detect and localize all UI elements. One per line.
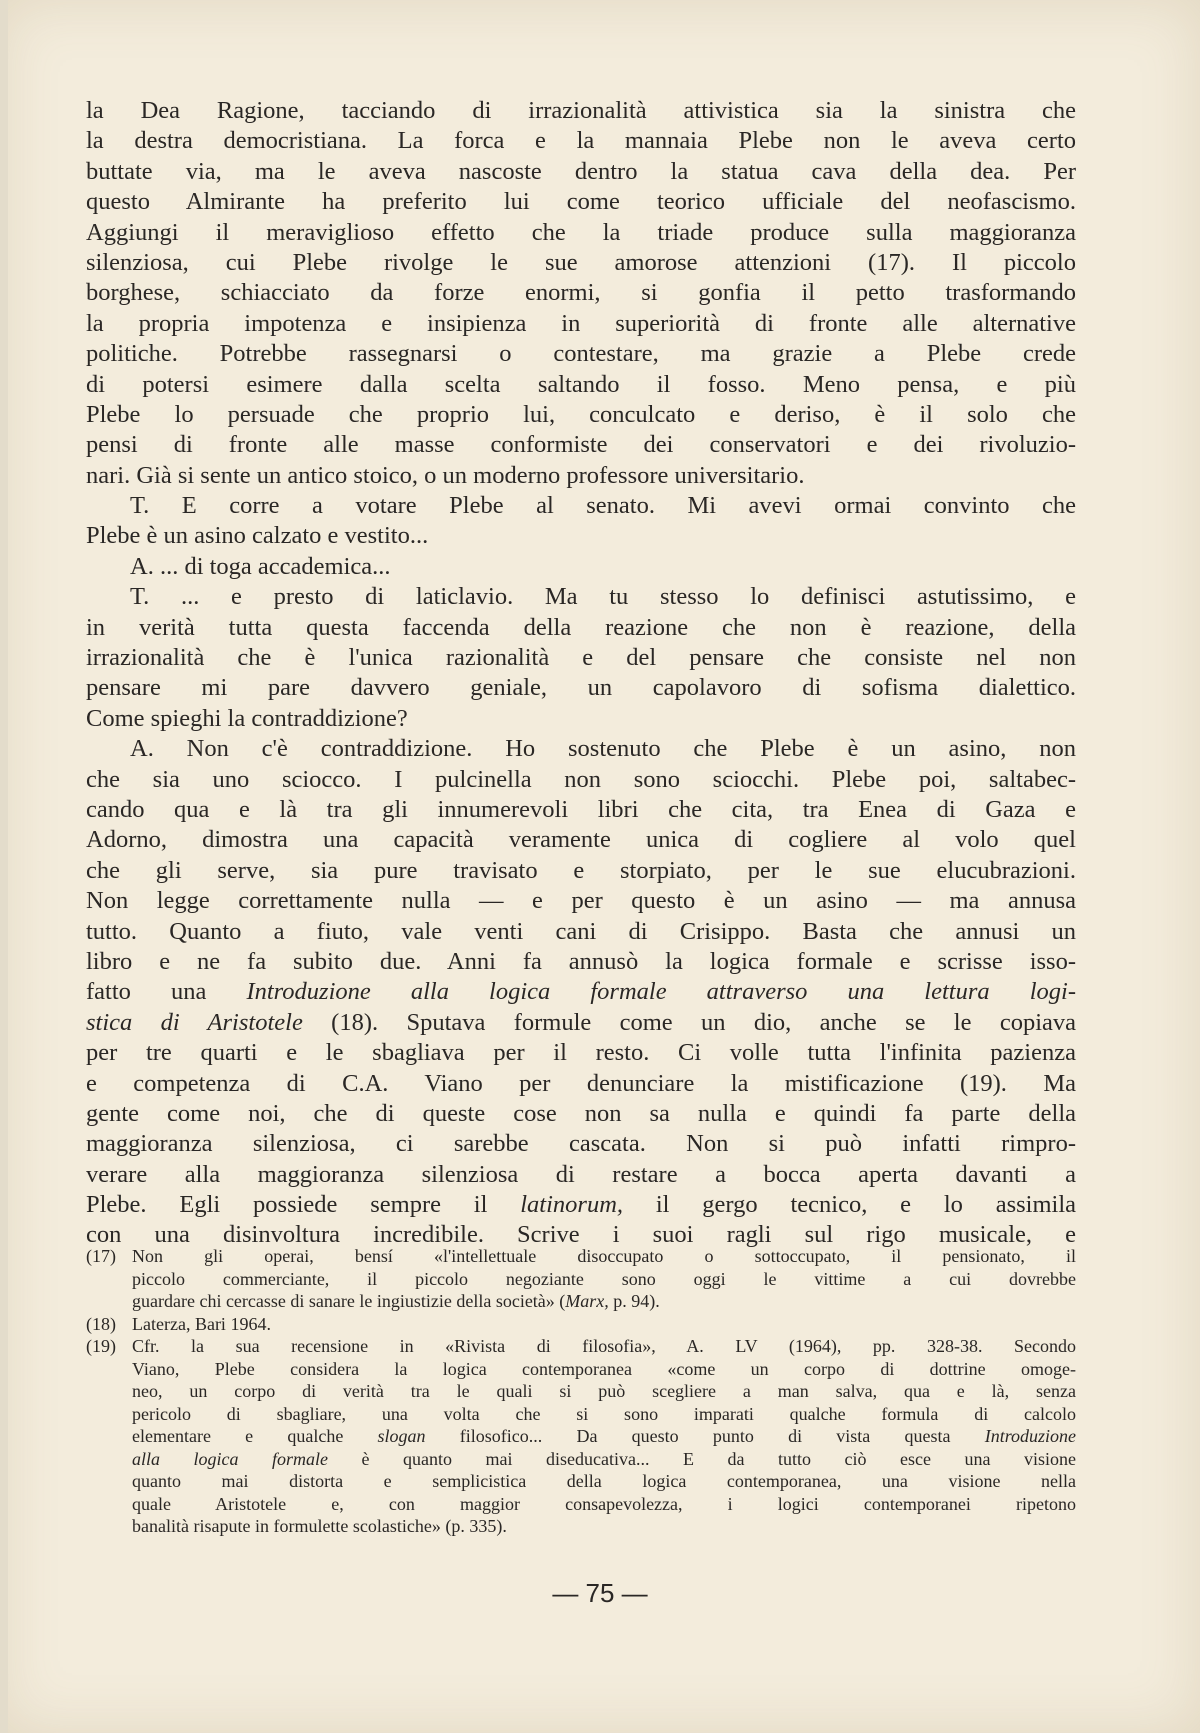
text-line: la Dea Ragione, tacciando di irrazionalità attivistica sia la sinistra che bbox=[86, 97, 1076, 124]
text-line: Adorno, dimostra una capacità veramente unica di cogliere al volo quel bbox=[86, 826, 1076, 854]
footnote-line: piccolo commerciante, il piccolo negoziante sono oggi le vittime a cui dovrebbe bbox=[132, 1268, 1076, 1289]
page-number: — 75 — bbox=[552, 1578, 648, 1608]
text-line bbox=[86, 1008, 1076, 1038]
text-line: in verità tutta questa faccenda della reazione che non è reazione, della bbox=[86, 613, 1076, 641]
footnote-line: Laterza, Bari 1964. bbox=[132, 1313, 271, 1334]
book-title: Introduzione alla logica formale attraverso una lettura logi- bbox=[246, 978, 1076, 1006]
text-line: che gli serve, sia pure travisato e storpiato, per le sue elucubrazioni. bbox=[86, 856, 1076, 884]
text-line: borghese, schiacciato da forze enormi, si gonfia il petto trasformando bbox=[86, 279, 1076, 307]
footnote-line: quale Aristotele e, con maggior consapevolezza, i logici contemporanei ripetono bbox=[132, 1493, 1076, 1514]
footnote-line bbox=[132, 1290, 1076, 1313]
text-fragment: il gergo tecnico, e lo assimila bbox=[655, 1191, 1077, 1219]
italic-term: slogan bbox=[377, 1426, 426, 1446]
text-line: silenziosa, cui Plebe rivolge le sue amorose attenzioni (17). Il piccolo bbox=[86, 248, 1076, 276]
text-line: cando qua e là tra gli innumerevoli libri che cita, tra Enea di Gaza e bbox=[86, 795, 1076, 823]
text-line bbox=[86, 977, 1076, 1007]
text-line: verare alla maggioranza silenziosa di restare a bocca aperta davanti a bbox=[86, 1160, 1076, 1188]
footnotes bbox=[86, 1245, 1076, 1538]
footnote-line: pericolo di sbagliare, una volta che si sono imparati qualche formula di calcolo bbox=[132, 1403, 1076, 1424]
book-title: alla logica formale bbox=[132, 1448, 329, 1469]
book-title: stica di Aristotele bbox=[86, 1008, 303, 1036]
footnote-number: (18) bbox=[86, 1313, 116, 1334]
text-line: pensare mi pare davvero geniale, un capolavoro di sofisma dialettico. bbox=[86, 674, 1076, 702]
footnote-line: neo, un corpo di verità tra le quali si può scegliere a man salva, qua e là, senza bbox=[132, 1381, 1076, 1401]
footnote-19 bbox=[86, 1335, 1076, 1538]
text-line: T. E corre a votare Plebe al senato. Mi avevi ormai convinto che bbox=[130, 492, 1076, 520]
text-fragment: fatto una bbox=[86, 978, 207, 1006]
text-line: buttate via, ma le aveva nascoste dentro la statua cava della dea. Per bbox=[86, 157, 1076, 185]
footnote-line: quanto mai distorta e semplicistica della logica contemporanea, una visione nella bbox=[132, 1471, 1076, 1491]
text-line: tutto. Quanto a fiuto, vale venti cani di Crisippo. Basta che annusi un bbox=[86, 917, 1076, 945]
text-line: Plebe è un asino calzato e vestito... bbox=[86, 522, 429, 550]
text-line: nari. Già si sente un antico stoico, o un moderno professore universitario. bbox=[86, 461, 805, 489]
footnote-line: Viano, Plebe considera la logica contemporanea «come un corpo di dottrine omoge- bbox=[132, 1358, 1076, 1379]
book-title: Marx, bbox=[565, 1291, 609, 1311]
text-line: irrazionalità che è l'unica razionalità e del pensare che consiste nel non bbox=[86, 644, 1076, 672]
text-fragment: guardare chi cercasse di sanare le ingiustizie della società» ( bbox=[132, 1291, 566, 1311]
footnote-line bbox=[132, 1448, 1076, 1471]
footnote-number: (19) bbox=[86, 1336, 116, 1356]
footnote-line: banalità risapute in formulette scolastiche» (p. 335). bbox=[132, 1516, 507, 1536]
page-edge bbox=[0, 0, 8, 1733]
footnote-line bbox=[132, 1425, 1076, 1448]
text-line: maggioranza silenziosa, ci sarebbe cascata. Non si può infatti rimpro- bbox=[86, 1130, 1076, 1158]
text-line: e competenza di C.A. Viano per denunciare la mistificazione (19). Ma bbox=[86, 1069, 1076, 1097]
footnote-18 bbox=[86, 1313, 1076, 1336]
main-text bbox=[86, 96, 1076, 1251]
footnote-line: Non gli operai, bensí «l'intellettuale disoccupato o sottoccupato, il pensionato, il bbox=[132, 1246, 1076, 1266]
text-line: di potersi esimere dalla scelta saltando il fosso. Meno pensa, e più bbox=[86, 370, 1076, 398]
text-line: con una disinvoltura incredibile. Scrive i suoi ragli sul rigo musicale, e bbox=[86, 1221, 1076, 1249]
text-line: questo Almirante ha preferito lui come teorico ufficiale del neofascismo. bbox=[86, 188, 1076, 216]
text-line: Aggiungi il meraviglioso effetto che la triade produce sulla maggioranza bbox=[86, 218, 1076, 246]
footnote-line: Cfr. la sua recensione in «Rivista di filosofia», A. LV (1964), pp. 328-38. Secondo bbox=[132, 1336, 1076, 1356]
book-title: Introduzione bbox=[984, 1426, 1077, 1446]
text-line: A. ... di toga accademica... bbox=[130, 552, 391, 580]
text-fragment: Plebe. Egli possiede sempre il bbox=[86, 1191, 488, 1219]
text-line: per tre quarti e le sbagliava per il resto. Ci volle tutta l'infinita pazienza bbox=[86, 1039, 1076, 1067]
footnote-number: (17) bbox=[86, 1246, 116, 1266]
text-fragment: p. 94). bbox=[613, 1291, 660, 1311]
text-line bbox=[86, 1190, 1076, 1220]
text-fragment: filosofico... Da questo punto di vista questa bbox=[459, 1426, 951, 1446]
text-line: pensi di fronte alle masse conformiste dei conservatori e dei rivoluzio- bbox=[86, 431, 1076, 459]
text-line: Plebe lo persuade che proprio lui, conculcato e deriso, è il solo che bbox=[86, 400, 1076, 428]
text-line: Come spieghi la contraddizione? bbox=[86, 704, 408, 732]
text-line: T. ... e presto di laticlavio. Ma tu stesso lo definisci astutissimo, e bbox=[130, 583, 1076, 611]
text-fragment: (18). Sputava formule come un dio, anche se le copiava bbox=[331, 1008, 1077, 1036]
text-fragment: elementare e qualche bbox=[132, 1426, 344, 1446]
text-line: gente come noi, che di queste cose non sa nulla e quindi fa parte della bbox=[86, 1099, 1076, 1127]
text-line: la destra democristiana. La forca e la mannaia Plebe non le aveva certo bbox=[86, 127, 1076, 155]
text-line: A. Non c'è contraddizione. Ho sostenuto che Plebe è un asino, non bbox=[130, 735, 1076, 763]
text-line: libro e ne fa subito due. Anni fa annusò la logica formale e scrisse isso- bbox=[86, 947, 1076, 975]
text-line: politiche. Potrebbe rassegnarsi o contestare, ma grazie a Plebe crede bbox=[86, 340, 1076, 368]
text-line: la propria impotenza e insipienza in superiorità di fronte alle alternative bbox=[86, 309, 1076, 337]
footnote-17 bbox=[86, 1245, 1076, 1313]
text-line: che sia uno sciocco. I pulcinella non sono sciocchi. Plebe poi, saltabec- bbox=[86, 765, 1076, 793]
italic-term: latinorum, bbox=[520, 1191, 624, 1219]
text-line: Non legge correttamente nulla — e per questo è un asino — ma annusa bbox=[86, 887, 1076, 915]
text-fragment: è quanto mai diseducativa... E da tutto ciò esce una visione bbox=[361, 1448, 1076, 1469]
